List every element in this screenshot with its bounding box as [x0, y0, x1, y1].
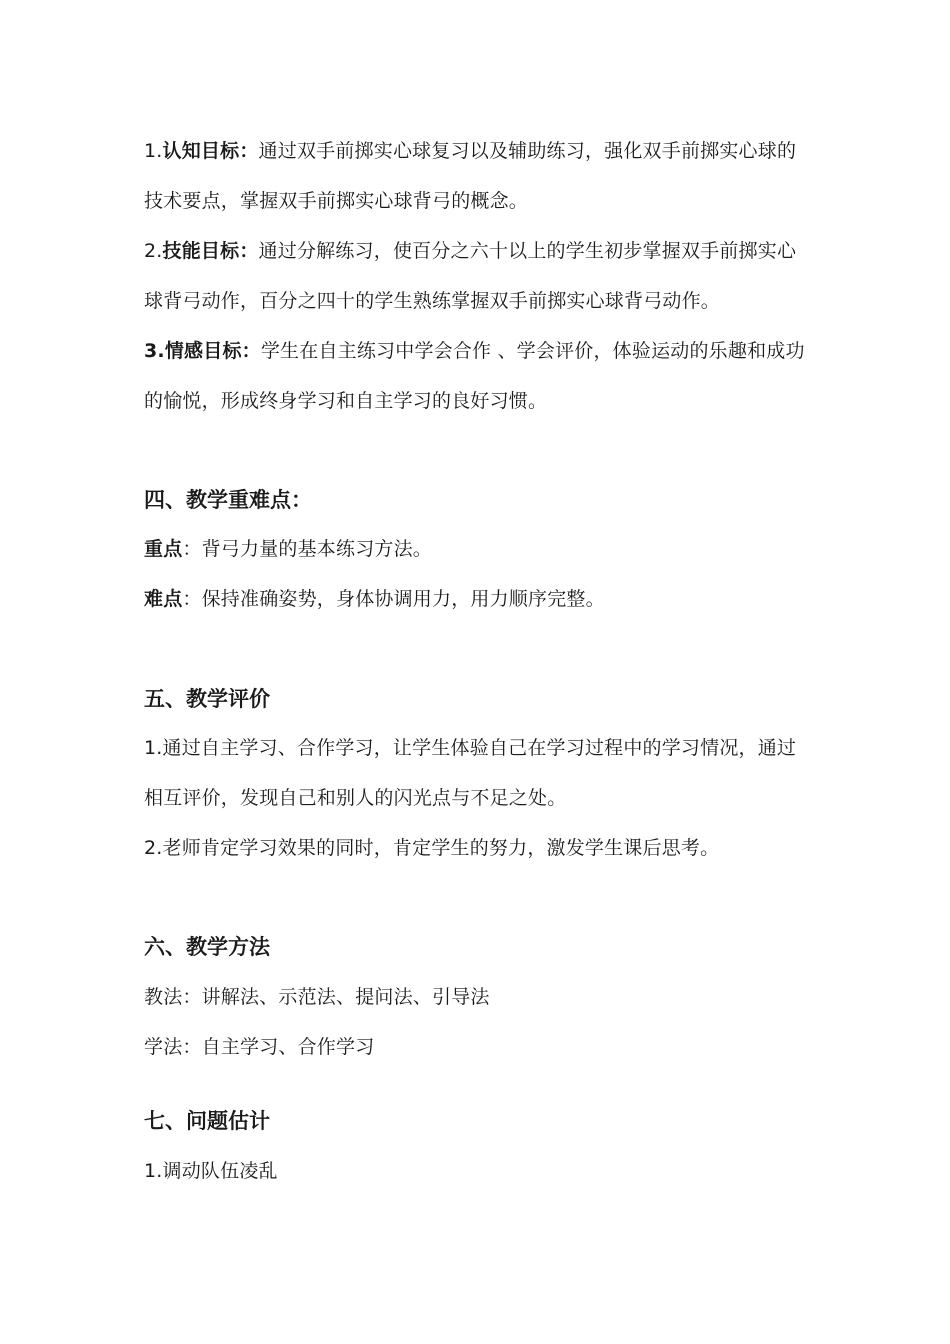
section5-item1-line2: 相互评价，发现自己和别人的闪光点与不足之处。: [144, 787, 567, 809]
objective-affective-line2: 的愉悦，形成终身学习和自主学习的良好习惯。: [144, 390, 548, 412]
key-point-text: ：背弓力量的基本练习方法。: [182, 538, 433, 560]
objective-skill-text1: 通过分解练习，使百分之六十以上的学生初步掌握双手前掷实心: [258, 240, 797, 262]
section5-item1-line1: 1.通过自主学习、合作学习，让学生体验自己在学习过程中的学习情况，通过: [144, 737, 797, 759]
section4-difficulty: [144, 587, 605, 611]
difficulty-text: ：保持准确姿势，身体协调用力，用力顺序完整。: [182, 588, 605, 610]
section6-learning-methods: 学法：自主学习、合作学习: [144, 1036, 375, 1058]
key-point-label: 重点: [144, 538, 183, 560]
objective-skill-label: 技能目标：: [162, 240, 259, 262]
objective-affective-label: 3.情感目标：: [144, 340, 261, 362]
objective-cognitive-line2: 技术要点，掌握双手前掷实心球背弓的概念。: [144, 190, 529, 212]
section5-item2: 2.老师肯定学习效果的同时，肯定学生的努力，激发学生课后思考。: [144, 837, 720, 859]
objective-cognitive-number: 1.: [144, 140, 163, 162]
objective-affective-text1: 学生在自主练习中学会合作 、学会评价，体验运动的乐趣和成功: [260, 340, 805, 362]
objective-skill-number: 2.: [144, 240, 163, 262]
section4-key-point: [144, 537, 432, 561]
objective-skill-line1: [144, 239, 796, 263]
section6-heading: 六、教学方法: [144, 935, 270, 959]
objective-cognitive-text1: 通过双手前掷实心球复习以及辅助练习，强化双手前掷实心球的: [258, 140, 797, 162]
objective-skill-line2: 球背弓动作，百分之四十的学生熟练掌握双手前掷实心球背弓动作。: [144, 290, 721, 312]
section5-heading: 五、教学评价: [144, 687, 270, 711]
section7-heading: 七、问题估计: [144, 1109, 270, 1133]
section7-item1: 1.调动队伍凌乱: [144, 1160, 278, 1182]
section4-heading: 四、教学重难点：: [144, 488, 312, 512]
objective-cognitive-label: 认知目标：: [162, 140, 259, 162]
section6-teaching-methods: 教法：讲解法、示范法、提问法、引导法: [144, 986, 490, 1008]
difficulty-label: 难点: [144, 588, 183, 610]
objective-cognitive-line1: [144, 139, 796, 163]
objective-affective-line1: [144, 339, 805, 363]
